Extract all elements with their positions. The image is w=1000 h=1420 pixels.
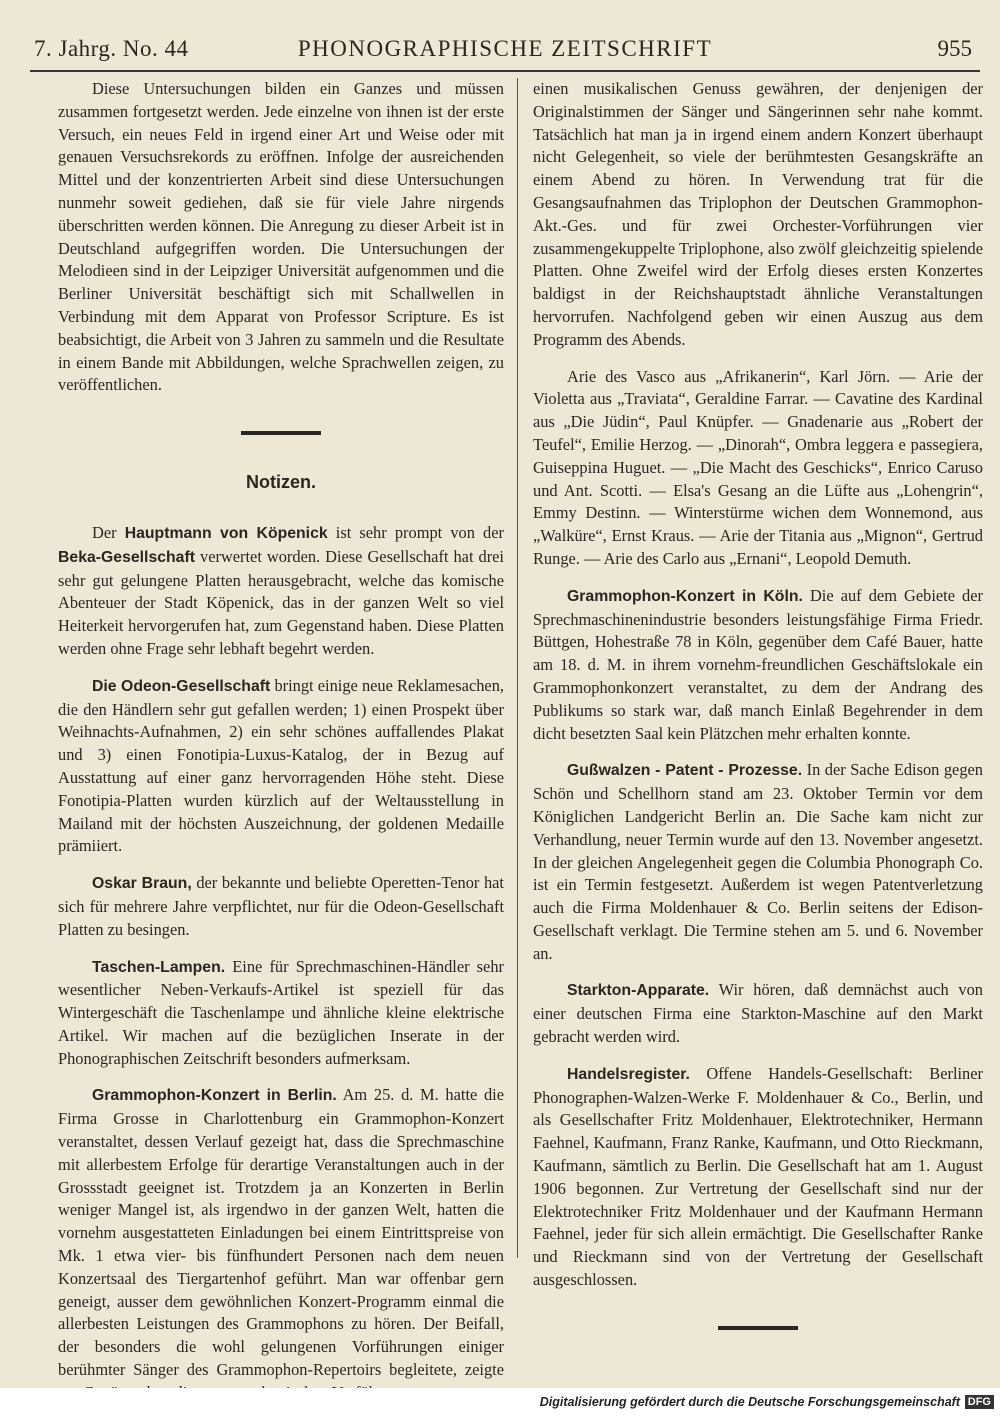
issue-label: 7. Jahrg. No. 44 [34, 36, 189, 61]
note-hauptmann [58, 522, 504, 661]
note-title-2: Beka-Gesellschaft [58, 548, 195, 566]
note-title: Grammophon-Konzert in Berlin. [92, 1087, 337, 1105]
digitization-footer [0, 1388, 1000, 1420]
note-starkton [533, 979, 983, 1048]
concert-program: Arie des Vasco aus „Afrikanerin“, Karl Jörn. — Arie der Violetta aus „Traviata“, Geraldine Farrar. — Cavatine des Kardinal aus „Die Jüdin“, Paul Knüpfer. — Gnadenarie aus „Robert der Teufel“, Emilie Herzog. — „Dinorah“, Ombra leggera e passegiera, Guiseppina Huguet. — „Die Macht des Geschicks“, Enrico Caruso und Ant. Scotti. — Elsa's Gesang an die Lüfte aus „Lohengrin“, Emmy Destinn. — Winterstürme wichen dem Wonnemond, aus „Walküre“, Ernst Kraus. — Arie der Titania aus „Mignon“, Gertrud Runge. — Arie des Carlo aus „Ernani“, Leopold Demuth. [533, 366, 983, 568]
note-title: Gußwalzen - Patent - Prozesse. [567, 762, 803, 780]
left-column [58, 78, 504, 1419]
note-title: Taschen-Lampen. [92, 958, 226, 976]
note-title: Handelsregister. [567, 1065, 690, 1083]
note-gusswalzen [533, 759, 983, 965]
note-title: Grammophon-Konzert in Köln. [567, 587, 803, 605]
continuation-paragraph: einen musikalischen Genuss gewähren, der denjenigen der Originalstimmen der Sänger und Sängerinnen sehr nahe kommt. Tatsächlich hat man ja in irgend einem andern Konzert überhaupt nicht Gelegenheit, so viele der berühmtesten Gesangskräfte an einem Abend zu hören. In Verwendung trat für die Gesangsaufnahmen das Triplophon der Deutschen Grammophon-Akt.-Ges. und für zwei Orchester-Vorführungen vier zusammengekuppelte Triplophone, also zwölf gleichzeitig spielende Platten. Ohne Zweifel wird der Erfolg dieses ersten Konzertes baldigst in der Reichshauptstadt ähnliche Veranstaltungen hervorrufen. Nachfolgend geben wir einen Auszug aus dem Programm des Abends. [533, 79, 983, 349]
note-title: Die Odeon-Gesellschaft [92, 677, 271, 695]
note-text: In der Sache Edison gegen Schön und Schellhorn stand am 23. Oktober Termin vor dem Königlichen Landgericht Berlin an. Die Sache kam nicht zur Verhandlung, neuer Termin wurde auf den 13. November angesetzt. In der gleichen Angelegenheit gegen die Columbia Phonograph Co. ist ein Termin festgesetzt. Außerdem ist wegen Patentverletzung auch die Firma Moldenhauer & Co. Berlin seitens der Edison-Gesellschaft verklagt. Die Termine stehen am 5. und 6. November an. [533, 760, 983, 963]
note-text: Am 25. d. M. hatte die Firma Grosse in Charlottenburg ein Grammophon-Konzert veranstaltet, dessen Verlauf gezeigt hat, dass die Sprechmaschine mit allerbestem Erfolge für derartige Veranstaltungen auch in der Grossstadt geeignet ist. Trotzdem ja an Konzerten in Berlin weniger Mangel ist, als irgendwo in der ganzen Welt, hatten die vornehm ausgestatteten Einladungen bei einem Eintrittspreise von Mk. 1 etwa vier- bis fünfhundert Personen nach dem neuen Konzertsaal des Tiergartenhof geführt. Man war offenbar gern geneigt, ausser dem gewöhnlichen Konzert-Programm einmal die allerbesten Leistungen des Grammophons zu hören. Der Beifall, der besonders die wohl gelungenen Vorführungen einiger berühmter Sänger des Grammophon-Repertoirs begleitete, zeigte [58, 1085, 504, 1380]
note-konzert-koeln [533, 585, 983, 746]
note-text: Eine für Sprechmaschinen-Händler sehr wesentlicher Neben-Verkaufs-Artikel ist speziell für das Wintergeschäft die Taschenlampe und ähnliche kleine elektrische Artikel. Wir machen auf die bezüglichen Inserate in der Phonographischen Zeitschrift besonders aufmerksam. [58, 956, 504, 1068]
end-rule [718, 1326, 798, 1330]
journal-title: PHONOGRAPHISCHE ZEITSCHRIFT [297, 36, 713, 61]
note-text: der bekannte und beliebte Operetten-Tenor hat sich für mehrere Jahre verpflichtet, nur für die Odeon-Gesellschaft Platten zu besingen. [58, 873, 504, 939]
note-title: Starkton-Apparate. [567, 982, 710, 1000]
footer-credit: Digitalisierung gefördert durch die Deutsche Forschungsgemeinschaft [539, 1395, 960, 1409]
note-text: Wir hören, daß demnächst auch von einer deutschen Firma eine Starkton-Maschine auf den Markt gebracht werden wird. [533, 980, 983, 1047]
note-mid: ist sehr prompt von der [335, 522, 504, 542]
dfg-logo: DFG [965, 1395, 994, 1409]
note-text: Die auf dem Gebiete der Sprechmaschinenindustrie besonders leistungsfähige Firma Friedr. Büttgen, Hohestraße 78 in Köln, gegenüber dem Café Bauer, hatte am 18. d. M. in ihrem vornehm-freundlichen Geschäftslokale ein Grammophonkonzert veranstaltet, zu dem der Andrang des Publikums so stark war, daß manch Einlaß Begehrender in dem dicht besetzten Saal kein Plätzchen mehr erhalten konnte. [533, 585, 983, 743]
section-rule [241, 431, 321, 435]
note-text: bringt einige neue Reklamesachen, die den Händlern sehr gut gefallen werden; 1) einen Prospekt über Weihnachts-Aufnahmen, 2) ein sehr schönes auffallendes Plakat und 3) einen Fonotipia-Luxus-Katalog, der in Bezug auf Ausstattung auf einer ganz hervorragenden Höhe steht. Diese Fonotipia-Platten wurden kürzlich auf der Weltausstellung in Mailand mit der höchsten Auszeichnung, der goldenen Medaille prämiiert. [58, 675, 504, 856]
note-handelsregister [533, 1063, 983, 1292]
column-divider [517, 78, 518, 1258]
note-title: Hauptmann von Köpenick [124, 524, 328, 542]
note-odeon [58, 675, 504, 858]
note-text: verwertet worden. Diese Gesellschaft hat drei sehr gut gelungene Platten herausgebracht, welche das komische Abenteuer der Stadt Köpenick, das in der ganzen Welt so viel Heiterkeit hervorgerufen hat, zum Gegenstand haben. Diese Platten werden ohne Frage sehr lebhaft begehrt werden. [58, 546, 504, 658]
intro-paragraph: Diese Untersuchungen bilden ein Ganzes und müssen zusammen fortgesetzt werden. Jede einzelne von ihnen ist der erste Versuch, ein neues Feld in irgend einer Art und Weise oder mit genauen Versuchsrekords zu eröffnen. Infolge der ausreichenden Mittel und der konzentrierten Arbeit sind diese Untersuchungen nunmehr soweit gediehen, daß sie für viele Jahre nirgends überschritten werden können. Die Anregung zu dieser Arbeit ist in Deutschland aufgegriffen worden. Die Untersuchungen der Melodieen sind in der Leipziger Universität aufgenommen und die Berliner Universität beschäftigt sich mit Schallwellen in Verbindung mit dem Apparat von Professor Scripture. Es ist beabsichtigt, die Arbeit von 3 Jahren zu sammeln und die Resultate in einem Bande mit Abbildungen, welche Sprachwellen zeigen, zu veröffentlichen. [58, 79, 504, 395]
note-lead: Der [92, 522, 117, 542]
section-title: Notizen. [246, 472, 316, 493]
note-konzert-berlin [58, 1084, 504, 1404]
page-header [30, 34, 980, 72]
note-title: Oskar Braun, [92, 875, 192, 893]
page-number: 955 [937, 36, 972, 61]
note-taschen-lampen [58, 956, 504, 1071]
note-oskar-braun [58, 872, 504, 941]
right-column [533, 78, 983, 1366]
note-text: Offene Handels-Gesellschaft: Berliner Phonographen-Walzen-Werke F. Moldenhauer & Co., Berlin, und als Gesellschafter Fritz Moldenhauer, Elektrotechniker, Hermann Faehnel, Kaufmann, Franz Ranke, Kaufmann, und Otto Rieckmann, Kaufmann, sämtlich zu Berlin. Die Gesellschaft hat am 1. August 1906 begonnen. Zur Vertretung der Gesellschaft sind nur der Elektrotechniker Fritz Moldenhauer und der Kaufmann Hermann Faehnel, jeder für sich allein ermächtigt. Die Gesellschafter Ranke und Rieckmann sind von der Vertretung der Gesellschaft ausgeschlossen. [533, 1063, 983, 1290]
